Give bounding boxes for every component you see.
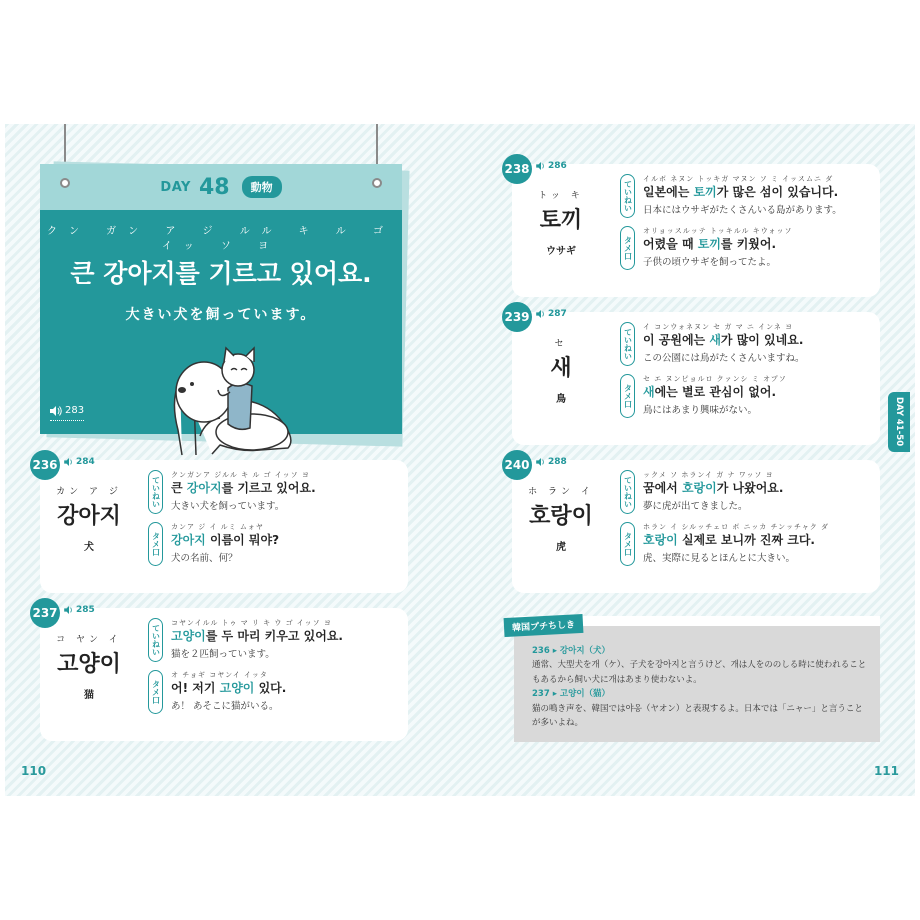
example-japanese: 鳥にはあまり興味がない。 — [643, 405, 758, 417]
example-korean: 호랑이 실제로 보니까 진짜 크다. — [643, 533, 815, 547]
example-polite — [148, 618, 400, 662]
word-korean: 새 — [550, 356, 572, 381]
polite-tag: ていねい — [620, 322, 635, 366]
word-korean: 고양이 — [57, 652, 121, 677]
highlight-word: 토끼 — [693, 185, 717, 199]
audio-track-number: 286 — [548, 161, 567, 171]
word-number-badge: 237 — [30, 598, 60, 628]
example-casual — [620, 374, 872, 418]
example-casual — [148, 670, 400, 714]
tip-heading: 237 ▸ 고양이（猫） — [532, 689, 611, 700]
main-sentence: 큰 강아지를 기르고 있어요. — [70, 259, 372, 288]
word-japanese: 犬 — [84, 542, 94, 553]
word-number-badge: 236 — [30, 450, 60, 480]
tips-content — [532, 644, 868, 731]
example-japanese: この公園には鳥がたくさんいますね。 — [643, 353, 805, 365]
vocab-word — [40, 484, 138, 553]
speaker-icon — [50, 406, 62, 416]
example-ruby: クンガンア ジルル キ ル ゴ イッソ ヨ — [171, 471, 310, 479]
example-ruby: コヤンイルル トゥ マ リ キ ウ ゴ イッソ ヨ — [171, 619, 332, 627]
example-japanese: 日本にはウサギがたくさんいる島があります。 — [643, 205, 842, 217]
chapter-side-tab[interactable]: DAY 41-50 — [888, 392, 910, 452]
example-ruby: ホラン イ シルッチェロ ボ ニッカ チンッチャク ダ — [643, 523, 829, 531]
highlight-word: 강아지 — [186, 481, 222, 495]
hook-left — [60, 178, 70, 188]
day-label: DAY — [160, 179, 191, 195]
word-ruby: トッ キ — [538, 191, 584, 201]
korea-tips-box — [511, 620, 880, 742]
example-japanese: 夢に虎が出てきました。 — [643, 501, 748, 513]
example-korean: 이 공원에는 새가 많이 있네요. — [643, 333, 804, 347]
word-number-badge: 239 — [502, 302, 532, 332]
highlight-word: 호랑이 — [643, 533, 678, 547]
example-korean: 고양이를 두 마리 키우고 있어요. — [171, 629, 343, 643]
word-korean: 강아지 — [57, 504, 121, 529]
word-korean: 호랑이 — [529, 504, 593, 529]
example-polite — [148, 470, 400, 514]
card-audio-track[interactable] — [64, 457, 95, 467]
example-japanese: 子供の頃ウサギを飼ってたよ。 — [643, 257, 777, 269]
example-korean: 강아지 이름이 뭐야? — [171, 533, 280, 547]
example-polite — [620, 174, 872, 218]
tip-heading: 236 ▸ 강아지（犬） — [532, 646, 611, 656]
casual-tag: タメ口 — [620, 226, 635, 270]
example-korean: 어! 저기 고양이 있다. — [171, 681, 287, 695]
example-ruby: オ チョギ コヤンイ イッタ — [171, 671, 268, 679]
highlight-word: 토끼 — [697, 237, 721, 251]
example-sentences — [148, 470, 400, 574]
vocab-word — [512, 188, 610, 257]
card-audio-track[interactable] — [536, 457, 567, 467]
audio-track-number: 284 — [76, 457, 95, 467]
audio-track-number: 285 — [76, 605, 95, 615]
example-sentences — [620, 174, 872, 278]
hook-right — [372, 178, 382, 188]
highlight-word: 고양이 — [219, 681, 255, 695]
sign-header — [40, 164, 402, 210]
main-translation: 大きい犬を飼っています。 — [125, 307, 317, 323]
casual-tag: タメ口 — [148, 522, 163, 566]
highlight-word: 새 — [643, 385, 655, 399]
example-ruby: セ エ ヌンピョルロ クァンシ ミ オプソ — [643, 375, 787, 383]
example-sentences — [148, 618, 400, 722]
word-ruby: コ ヤン イ — [56, 635, 122, 645]
word-card-237 — [32, 605, 408, 741]
example-japanese: 虎、実際に見るとほんとに大きい。 — [643, 553, 796, 565]
topic-tag: 動物 — [242, 176, 282, 198]
example-ruby: ックメ ソ ホランイ ガ ナ ワッソ ヨ — [643, 471, 774, 479]
example-ruby: イ コンウォネヌン セ ガ マ ニ インネ ヨ — [643, 323, 794, 331]
word-number-badge: 238 — [502, 154, 532, 184]
word-ruby: セ — [554, 339, 568, 349]
example-korean: 꿈에서 호랑이가 나왔어요. — [643, 481, 784, 495]
example-ruby: オリョッスルッテ トッキルル キウォッソ — [643, 227, 793, 235]
word-card-240 — [504, 457, 880, 593]
word-card-236 — [32, 457, 408, 593]
audio-track-number: 287 — [548, 309, 567, 319]
polite-tag: ていねい — [148, 470, 163, 514]
example-sentences — [620, 322, 872, 426]
highlight-word: 호랑이 — [681, 481, 717, 495]
card-audio-track[interactable] — [64, 605, 95, 615]
word-japanese: 猫 — [84, 690, 94, 701]
example-japanese: 猫を２匹飼っています。 — [171, 649, 275, 661]
word-korean: 토끼 — [539, 208, 583, 233]
highlight-word: 고양이 — [171, 629, 206, 643]
speaker-icon — [536, 458, 546, 466]
example-polite — [620, 470, 872, 514]
speaker-icon — [536, 310, 546, 318]
vocab-word — [512, 336, 610, 405]
example-korean: 어렸을 때 토끼를 키웠어. — [643, 237, 777, 251]
word-card-239 — [504, 309, 880, 445]
tips-title: 韓国プチちしき — [504, 614, 584, 637]
example-casual — [620, 226, 872, 270]
word-ruby: カン ア ジ — [56, 487, 122, 497]
example-japanese: あ！ あそこに猫がいる。 — [171, 701, 279, 713]
casual-tag: タメ口 — [620, 522, 635, 566]
example-sentences — [620, 470, 872, 574]
page-number-left: 110 — [21, 764, 47, 778]
word-ruby: ホ ラン イ — [528, 487, 594, 497]
example-korean: 큰 강아지를 기르고 있어요. — [171, 481, 316, 495]
sign-audio-track[interactable] — [50, 405, 84, 416]
example-japanese: 大きい犬を飼っています。 — [171, 501, 285, 513]
example-polite — [620, 322, 872, 366]
example-korean: 일본에는 토끼가 많은 섬이 있습니다. — [643, 185, 839, 199]
example-japanese: 犬の名前、何？ — [171, 553, 238, 565]
audio-track-number: 288 — [548, 457, 567, 467]
audio-track-number: 283 — [65, 405, 85, 416]
card-audio-track[interactable] — [536, 309, 567, 319]
main-sentence-ruby: クン ガン ア ジ ルル キ ル ゴ イッ ソ ヨ — [46, 226, 395, 252]
card-audio-track[interactable] — [536, 161, 567, 171]
polite-tag: ていねい — [620, 470, 635, 514]
page-number-right: 111 — [873, 764, 899, 778]
dog-and-cat-illustration — [160, 340, 300, 458]
tip-text: 猫の鳴き声を、韓国では야옹（ヤオン）と表現するよ。日本では「ニャー」と言うことが多いよね。 — [532, 703, 863, 729]
example-casual — [620, 522, 872, 566]
highlight-word: 새 — [709, 333, 721, 347]
speaker-icon — [536, 162, 546, 170]
example-korean: 새에는 별로 관심이 없어. — [643, 385, 777, 399]
highlight-word: 강아지 — [171, 533, 206, 547]
casual-tag: タメ口 — [620, 374, 635, 418]
vocab-word — [512, 484, 610, 553]
word-japanese: 鳥 — [556, 394, 566, 405]
word-japanese: 虎 — [556, 542, 566, 553]
vocab-word — [40, 632, 138, 701]
word-japanese: ウサギ — [546, 246, 576, 257]
casual-tag: タメ口 — [148, 670, 163, 714]
word-number-badge: 240 — [502, 450, 532, 480]
speaker-icon — [64, 606, 74, 614]
word-card-238 — [504, 161, 880, 297]
polite-tag: ていねい — [620, 174, 635, 218]
example-ruby: イルボ ネヌン トッキガ マヌン ソ ミ イッスムニ ダ — [643, 175, 834, 183]
polite-tag: ていねい — [148, 618, 163, 662]
tip-text: 通常、大型犬を개（ケ）、子犬を강아지と言うけど、개は人をののしる時に使われることもあるから飼い犬に개はあまり使わないよ。 — [532, 660, 867, 685]
example-casual — [148, 522, 400, 566]
example-ruby: カンア ジ イ ルミ ムォヤ — [171, 523, 264, 531]
speaker-icon — [64, 458, 74, 466]
day-number: 48 — [198, 174, 230, 200]
